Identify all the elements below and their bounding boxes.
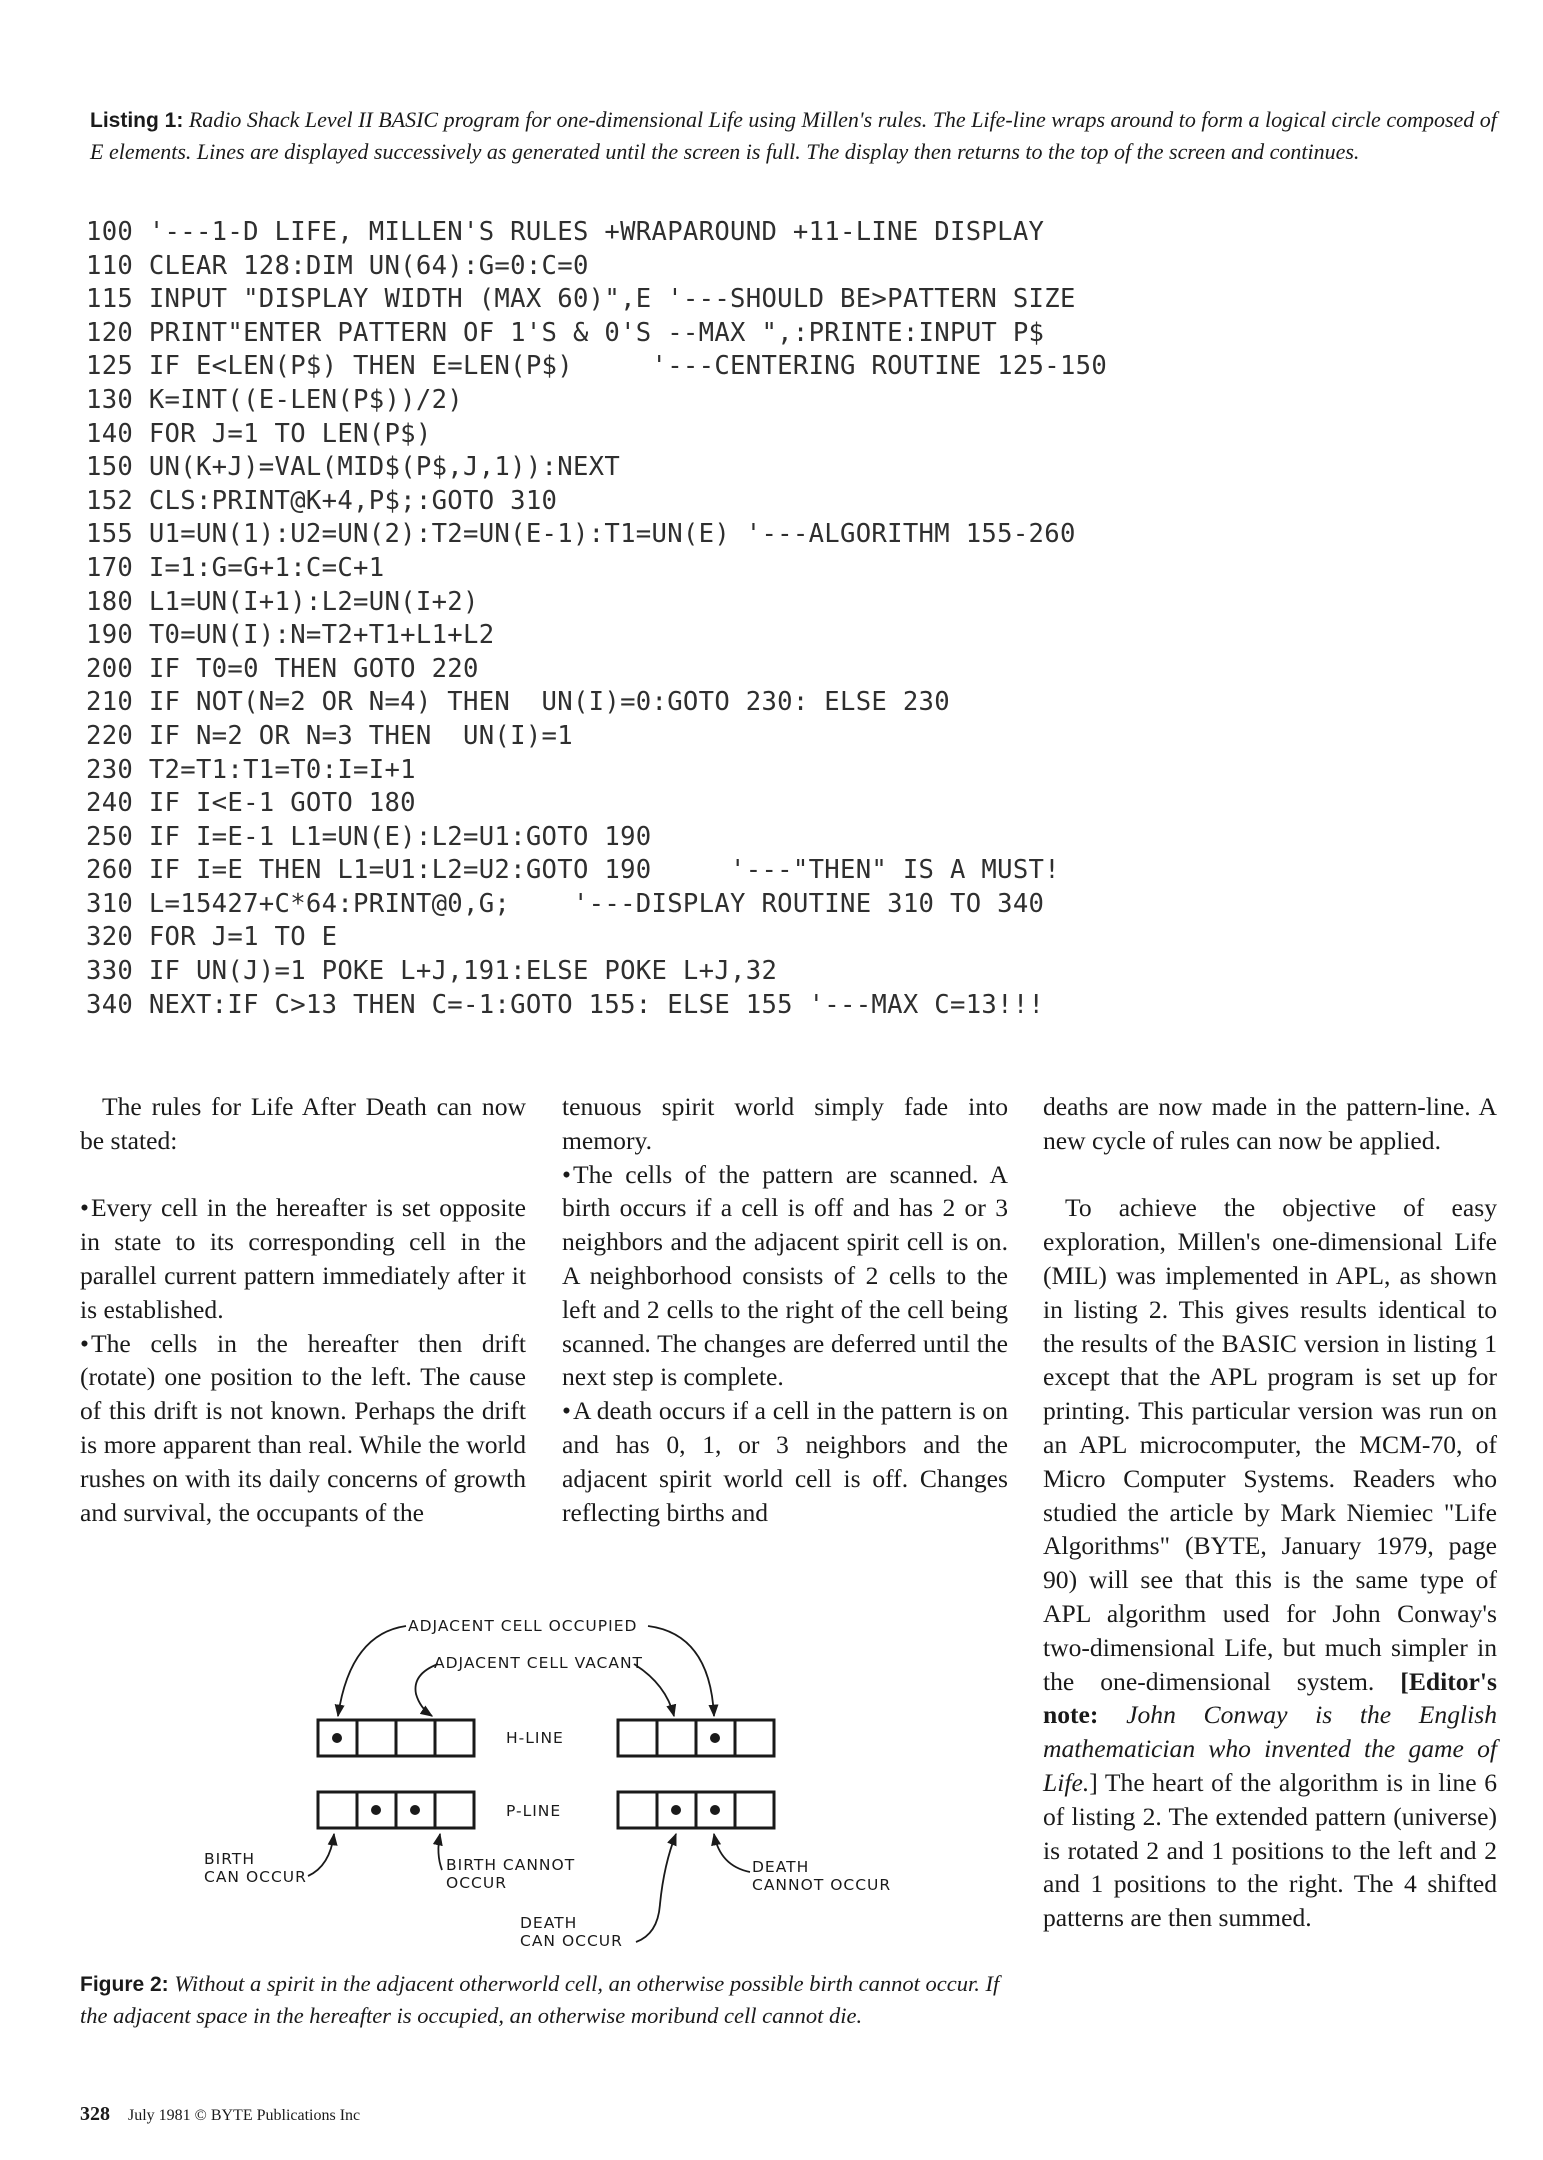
label-death-cannot-1: DEATH — [752, 1858, 810, 1876]
code-line: 330 IF UN(J)=1 POKE L+J,191:ELSE POKE L+J,32 — [86, 956, 778, 987]
label-adjacent-vacant: ADJACENT CELL VACANT — [434, 1654, 644, 1672]
column2-continuation: tenuous spirit world simply fade into memory. — [562, 1092, 1008, 1155]
code-line: 180 L1=UN(I+1):L2=UN(I+2) — [86, 586, 479, 617]
page-number: 328 — [80, 2103, 110, 2125]
code-line: 310 L=15427+C*64:PRINT@0,G; '---DISPLAY ROUTINE 310 TO 340 — [86, 888, 1045, 919]
code-line: 125 IF E<LEN(P$) THEN E=LEN(P$) '---CENTERING ROUTINE 125-150 — [86, 351, 1108, 382]
cell-dot — [671, 1805, 681, 1815]
label-birth-cannot-2: OCCUR — [446, 1874, 507, 1892]
listing-caption-label: Listing 1: — [90, 109, 184, 132]
code-line: 152 CLS:PRINT@K+4,P$;:GOTO 310 — [86, 485, 558, 516]
code-line: 190 T0=UN(I):N=T2+T1+L1+L2 — [86, 620, 495, 651]
code-line: 150 UN(K+J)=VAL(MID$(P$,J,1)):NEXT — [86, 452, 621, 483]
code-line: 155 U1=UN(1):U2=UN(2):T2=UN(E-1):T1=UN(E) '---ALGORITHM 155-260 — [86, 519, 1076, 550]
label-adjacent-occupied: ADJACENT CELL OCCUPIED — [408, 1617, 638, 1635]
p-line-left-cells — [318, 1792, 474, 1828]
figure-caption-label: Figure 2: — [80, 1973, 169, 1996]
listing-caption-text: Radio Shack Level II BASIC program for one-dimensional Life using Millen's rules. The Life-line wraps around to form a logical circle composed of E elements. Lines are displayed successively as generated until the screen is full. The display then returns to the top of the screen and continues. — [90, 107, 1497, 164]
code-line: 170 I=1:G=G+1:C=C+1 — [86, 552, 385, 583]
code-line: 130 K=INT((E-LEN(P$))/2) — [86, 384, 464, 415]
label-birth-cannot-1: BIRTH CANNOT — [446, 1856, 576, 1874]
column3-continuation: deaths are now made in the pattern-line. A new cycle of rules can now be applied. — [1043, 1092, 1497, 1155]
code-line: 200 IF T0=0 THEN GOTO 220 — [86, 653, 479, 684]
listing-caption — [90, 104, 1500, 167]
text-column-3 — [1043, 1090, 1497, 1935]
code-line: 120 PRINT"ENTER PATTERN OF 1'S & 0'S --MAX ",:PRINTE:INPUT P$ — [86, 317, 1045, 348]
apl-paragraph — [1043, 1191, 1497, 1935]
code-line: 340 NEXT:IF C>13 THEN C=-1:GOTO 155: ELSE 155 '---MAX C=13!!! — [86, 989, 1045, 1020]
label-death-can-1: DEATH — [520, 1914, 578, 1932]
label-h-line: H-LINE — [506, 1729, 564, 1747]
code-line: 100 '---1-D LIFE, MILLEN'S RULES +WRAPAROUND +11-LINE DISPLAY — [86, 217, 1045, 247]
cell-dot — [410, 1805, 420, 1815]
editors-note-text: John Conway is the English mathematician who invented the game of Life. — [1043, 1700, 1498, 1797]
rules-intro: The rules for Life After Death can now be stated: — [80, 1092, 526, 1155]
code-line: 250 IF I=E-1 L1=UN(E):L2=U1:GOTO 190 — [86, 821, 652, 852]
rule-bullet-2: • The cells in the hereafter then drift (rotate) one position to the left. The cause of this drift is not known. Perhaps the drift is more apparent than real. While the world rushes on with its daily concerns of growth and survival, the occupants of the — [80, 1327, 526, 1530]
code-line: 320 FOR J=1 TO E — [86, 922, 338, 953]
cell-dot — [371, 1805, 381, 1815]
basic-code-listing — [86, 216, 1506, 1022]
figure-2-diagram — [190, 1604, 892, 1964]
rule-bullet-4: • A death occurs if a cell in the pattern is on and has 0, 1, or 3 neighbors and the adjacent spirit world cell is off. Changes reflecting births and — [562, 1394, 1008, 1529]
rule-bullet-1: • Every cell in the hereafter is set opposite in state to its corresponding cell in the parallel current pattern immediately after it is established. — [80, 1191, 526, 1326]
code-line: 140 FOR J=1 TO LEN(P$) — [86, 418, 432, 449]
footer-credit: July 1981 © BYTE Publications Inc — [128, 2107, 361, 2124]
figure-caption-text: Without a spirit in the adjacent otherworld cell, an otherwise possible birth cannot occur. If the adjacent space in the hereafter is occupied, an otherwise moribund cell cannot die. — [80, 1971, 1000, 2028]
label-birth-can-1: BIRTH — [204, 1850, 255, 1868]
figure-arrows — [308, 1626, 750, 1942]
text-column-1 — [80, 1090, 526, 1529]
code-line: 240 IF I<E-1 GOTO 180 — [86, 788, 416, 819]
editors-note-close: ] — [1089, 1767, 1098, 1797]
label-death-can-2: CAN OCCUR — [520, 1932, 623, 1950]
rule-bullet-3: • The cells of the pattern are scanned. A birth occurs if a cell is off and has 2 or 3 neighbors and the adjacent spirit cell is on. A neighborhood consists of 2 cells to the left and 2 cells to the right of the cell being scanned. The changes are deferred until the next step is complete. — [562, 1158, 1008, 1395]
h-line-right-cells — [618, 1720, 774, 1756]
code-line: 260 IF I=E THEN L1=U1:L2=U2:GOTO 190 '---"THEN" IS A MUST! — [86, 855, 1060, 886]
apl-paragraph-main: To achieve the objective of easy exploration, Millen's one-dimensional Life (MIL) was implemented in APL, as shown in listing 2. This gives results identical to the results of the BASIC version in listing 1 except that the APL program is set up for printing. This particular version was run on an APL microcomputer, the MCM-70, of Micro Computer Systems. Readers who studied the article by Mark Niemiec "Life Algorithms" (BYTE, January 1979, page 90) will see that this is the same type of APL algorithm used for John Conway's two-dimensional Life, but much simpler in the one-dimensional system. — [1043, 1193, 1497, 1696]
label-death-cannot-2: CANNOT OCCUR — [752, 1876, 892, 1894]
code-line: 210 IF NOT(N=2 OR N=4) THEN UN(I)=0:GOTO 230: ELSE 230 — [86, 687, 950, 718]
code-line: 230 T2=T1:T1=T0:I=I+1 — [86, 754, 416, 785]
cell-dot — [710, 1733, 720, 1743]
text-column-2 — [562, 1090, 1008, 1529]
label-birth-can-2: CAN OCCUR — [204, 1868, 307, 1886]
code-line: 115 INPUT "DISPLAY WIDTH (MAX 60)",E '---SHOULD BE>PATTERN SIZE — [86, 284, 1076, 315]
code-line: 220 IF N=2 OR N=3 THEN UN(I)=1 — [86, 720, 573, 751]
page-footer — [80, 2103, 360, 2126]
figure-caption — [80, 1968, 1010, 2031]
cell-dot — [332, 1733, 342, 1743]
apl-paragraph-end: The heart of the algorithm is in line 6 of listing 2. The extended pattern (universe) is rotated 2 and 1 positions to the left and 2 and 1 positions to the right. The 4 shifted patterns are then summed. — [1043, 1767, 1497, 1933]
cell-dot — [710, 1805, 720, 1815]
code-line: 110 CLEAR 128:DIM UN(64):G=0:C=0 — [86, 250, 589, 281]
editors-note-label: [Editor's note: — [1043, 1666, 1497, 1730]
p-line-right-cells — [618, 1792, 774, 1828]
label-p-line: P-LINE — [506, 1802, 562, 1820]
